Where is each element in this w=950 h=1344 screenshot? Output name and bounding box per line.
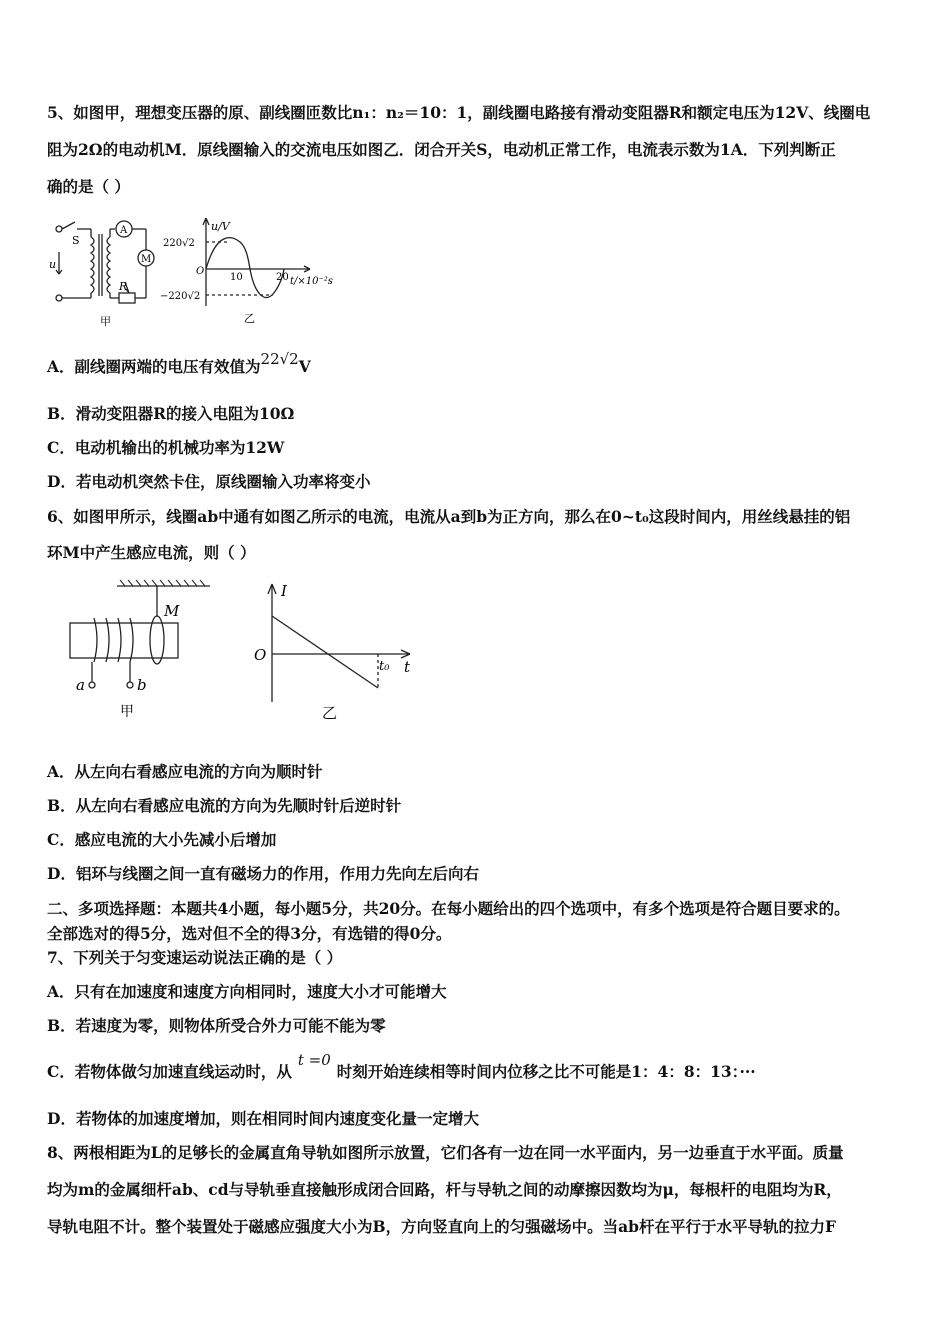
- q5-option-a: [47, 350, 311, 377]
- q6-terminal-b: b: [137, 676, 147, 694]
- q6-graph-y-axis-label: I: [281, 582, 287, 600]
- q6-ring-label: M: [164, 602, 180, 620]
- section2-heading-line-1: 二、多项选择题：本题共4小题，每小题5分，共20分。在每小题给出的四个选项中，有多个选项是符合题目要求的。: [47, 899, 850, 918]
- q5-switch-label: S: [72, 234, 80, 247]
- q7-option-c-text: C．若物体做匀加速直线运动时，从: [47, 1062, 292, 1081]
- q5-option-a-text: A．副线圈两端的电压有效值为: [47, 357, 261, 376]
- q6-graph-origin: O: [254, 646, 267, 664]
- q6-graph-x-axis-label: t: [404, 658, 411, 676]
- q7-option-c-tail: 时刻开始连续相等时间内位移之比不可能是1：4：8：13：···: [336, 1062, 756, 1081]
- q6-stem-line-2: 环M中产生感应电流，则（ ）: [47, 543, 256, 562]
- q5-graph-peak-positive: 220√2: [163, 238, 195, 249]
- q5-graph-tick-20: 20: [276, 272, 289, 283]
- q5-input-label: u: [49, 258, 57, 271]
- q7-option-c-math: t =0: [297, 1051, 331, 1069]
- q5-option-a-unit: V: [298, 357, 311, 376]
- q6-terminal-a: a: [76, 676, 85, 694]
- q6-option-c: C．感应电流的大小先减小后增加: [47, 830, 277, 849]
- q5-stem-line-3: 确的是（ ）: [47, 177, 130, 196]
- q5-stem-line-2: 阻为2Ω的电动机M．原线圈输入的交流电压如图乙．闭合开关S，电动机正常工作，电流表示数为1A．下列判断正: [47, 140, 836, 159]
- q5-option-a-math: 22√2: [260, 350, 299, 368]
- q6-figure-coil: [62, 578, 222, 728]
- q8-stem-line-3: 导轨电阻不计。整个装置处于磁感应强度大小为B，方向竖直向上的匀强磁场中。当ab杆在平行于水平导轨的拉力F: [47, 1217, 836, 1236]
- q5-graph-x-axis-label: t/×10⁻²s: [290, 276, 333, 287]
- q5-ammeter-label: A: [120, 225, 128, 236]
- q7-stem: 7、下列关于匀变速运动说法正确的是（ ）: [47, 948, 343, 967]
- q5-graph-y-axis-label: u/V: [211, 220, 230, 233]
- q7-option-d: D．若物体的加速度增加，则在相同时间内速度变化量一定增大: [47, 1109, 479, 1128]
- q6-graph-t0: t₀: [379, 659, 390, 674]
- q5-figure-voltage-graph: [160, 212, 350, 332]
- q6-option-b: B．从左向右看感应电流的方向为先顺时针后逆时针: [47, 796, 402, 815]
- q6-caption-jia: 甲: [120, 704, 134, 720]
- q5-resistor-label: R: [119, 280, 128, 293]
- q6-stem-line-1: 6、如图甲所示，线圈ab中通有如图乙所示的电流，电流从a到b为正方向，那么在0~t₀这段时间内，用丝线悬挂的铝: [47, 507, 851, 526]
- q6-figure-current-graph: [248, 578, 428, 728]
- q5-option-b: B．滑动变阻器R的接入电阻为10Ω: [47, 404, 295, 423]
- section2-heading-line-2: 全部选对的得5分，选对但不全的得3分，有选错的得0分。: [47, 924, 452, 943]
- q7-option-c: [47, 1051, 756, 1082]
- q5-graph-tick-10: 10: [230, 272, 243, 283]
- q7-option-b: B．若速度为零，则物体所受合外力可能不能为零: [47, 1016, 386, 1035]
- q8-stem-line-1: 8、两根相距为L的足够长的金属直角导轨如图所示放置，它们各有一边在同一水平面内，另一边垂直于水平面。质量: [47, 1143, 844, 1162]
- q8-stem-line-2: 均为m的金属细杆ab、cd与导轨垂直接触形成闭合回路，杆与导轨之间的动摩擦因数均为μ，每根杆的电阻均为R，: [47, 1180, 842, 1199]
- q5-caption-yi: 乙: [244, 312, 255, 325]
- q5-figure-circuit: [47, 212, 167, 332]
- q5-stem-line-1: 5、如图甲，理想变压器的原、副线圈匝数比n₁：n₂＝10：1，副线圈电路接有滑动变阻器R和额定电压为12V、线圈电: [47, 103, 871, 122]
- q5-option-d: D．若电动机突然卡住，原线圈输入功率将变小: [47, 472, 371, 491]
- q5-graph-peak-negative: −220√2: [160, 291, 201, 302]
- q5-graph-origin: O: [196, 266, 205, 277]
- q5-motor-label: M: [141, 254, 152, 265]
- q7-option-a: A．只有在加速度和速度方向相同时，速度大小才可能增大: [47, 982, 447, 1001]
- q5-caption-jia: 甲: [100, 315, 111, 328]
- q6-caption-yi: 乙: [322, 704, 338, 722]
- q6-option-a: A．从左向右看感应电流的方向为顺时针: [47, 762, 323, 781]
- q6-option-d: D．铝环与线圈之间一直有磁场力的作用，作用力先向左后向右: [47, 864, 479, 883]
- q5-option-c: C．电动机输出的机械功率为12W: [47, 438, 285, 457]
